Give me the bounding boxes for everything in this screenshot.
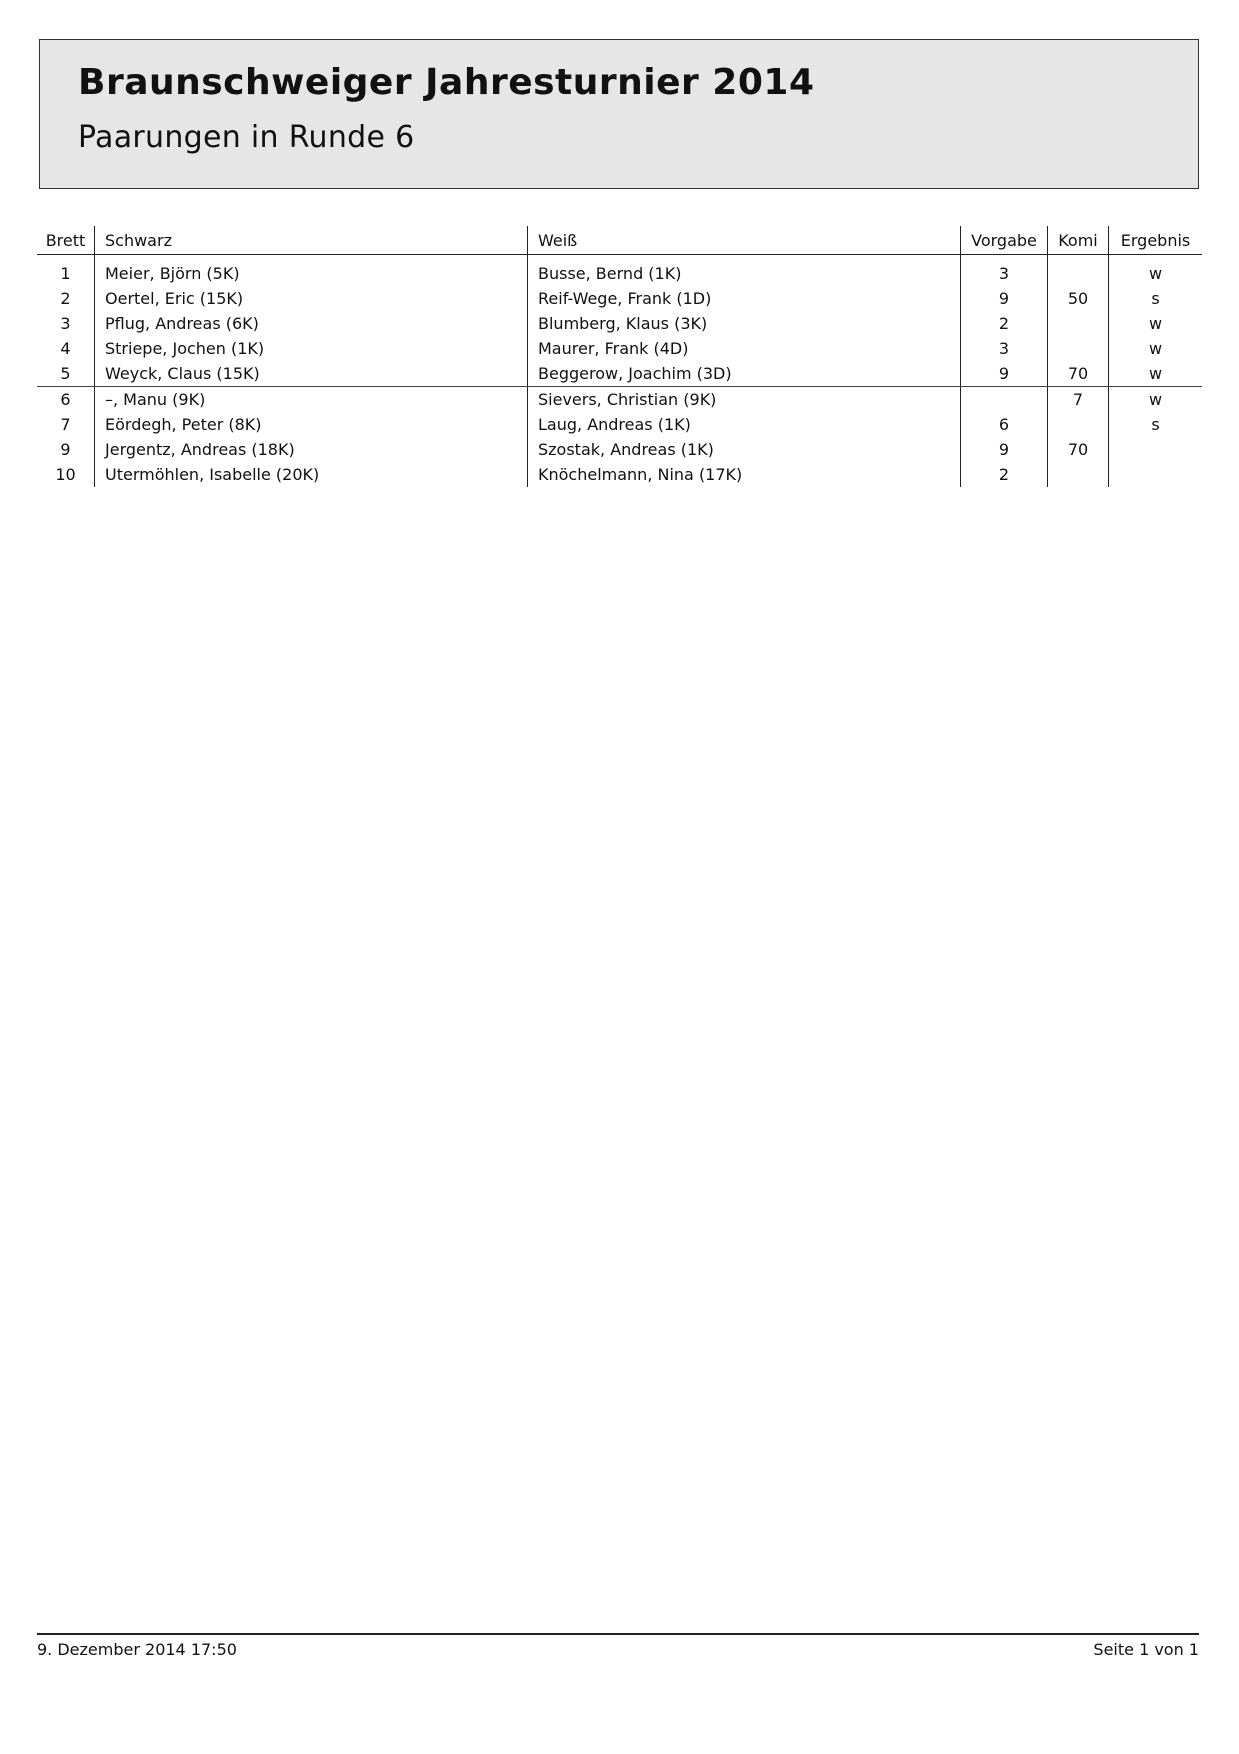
cell-komi [1048, 336, 1109, 361]
column-header-ergebnis: Ergebnis [1109, 226, 1203, 255]
table-row [37, 336, 1202, 361]
cell-schwarz: Oertel, Eric (15K) [95, 286, 528, 311]
cell-brett: 9 [60, 440, 71, 459]
cell-komi [1048, 462, 1109, 487]
cell-vorgabe: 9 [961, 361, 1048, 387]
cell-weiss: Sievers, Christian (9K) [528, 387, 961, 413]
cell-komi: 70 [1048, 361, 1109, 387]
table-row [37, 361, 1202, 387]
cell-weiss: Maurer, Frank (4D) [528, 336, 961, 361]
cell-ergebnis: w [1109, 255, 1203, 287]
page-subtitle: Paarungen in Runde 6 [78, 120, 415, 155]
cell-weiss: Szostak, Andreas (1K) [528, 437, 961, 462]
cell-schwarz: Jergentz, Andreas (18K) [95, 437, 528, 462]
table-row [37, 311, 1202, 336]
cell-komi [1048, 255, 1109, 287]
cell-ergebnis: s [1109, 286, 1203, 311]
cell-vorgabe: 3 [961, 336, 1048, 361]
cell-vorgabe: 9 [961, 286, 1048, 311]
cell-weiss: Reif-Wege, Frank (1D) [528, 286, 961, 311]
cell-vorgabe: 9 [961, 437, 1048, 462]
column-header-komi: Komi [1048, 226, 1109, 255]
cell-ergebnis: w [1109, 336, 1203, 361]
cell-vorgabe [961, 387, 1048, 413]
cell-ergebnis [1109, 437, 1203, 462]
cell-brett: 3 [60, 314, 71, 333]
cell-komi [1048, 311, 1109, 336]
cell-brett: 5 [37, 361, 95, 387]
cell-ergebnis: s [1109, 412, 1203, 437]
footer-divider [37, 1633, 1199, 1635]
cell-ergebnis: w [1109, 361, 1203, 387]
cell-ergebnis: w [1109, 311, 1203, 336]
cell-komi [1048, 412, 1109, 437]
column-header-vorgabe: Vorgabe [961, 226, 1048, 255]
cell-brett: 7 [60, 415, 71, 434]
cell-schwarz: Utermöhlen, Isabelle (20K) [95, 462, 528, 487]
column-header-brett: Brett [37, 226, 95, 255]
cell-komi: 70 [1048, 437, 1109, 462]
cell-weiss: Blumberg, Klaus (3K) [528, 311, 961, 336]
cell-weiss: Beggerow, Joachim (3D) [528, 361, 961, 387]
table-row [37, 255, 1202, 287]
table-row [37, 412, 1202, 437]
footer-date: 9. Dezember 2014 17:50 [37, 1640, 237, 1659]
table-row [37, 462, 1202, 487]
column-header-schwarz: Schwarz [95, 226, 528, 255]
cell-ergebnis [1109, 462, 1203, 487]
page-title: Braunschweiger Jahresturnier 2014 [78, 62, 815, 103]
header-box [39, 39, 1199, 189]
cell-brett: 10 [55, 465, 76, 484]
cell-schwarz: Weyck, Claus (15K) [95, 361, 528, 387]
table-row [37, 387, 1202, 413]
cell-schwarz: Striepe, Jochen (1K) [95, 336, 528, 361]
cell-komi: 7 [1048, 387, 1109, 413]
cell-vorgabe: 6 [961, 412, 1048, 437]
cell-ergebnis: w [1109, 387, 1203, 413]
cell-brett: 2 [60, 289, 71, 308]
cell-schwarz: Meier, Björn (5K) [95, 255, 528, 287]
cell-komi: 50 [1048, 286, 1109, 311]
table-row [37, 437, 1202, 462]
cell-brett: 1 [60, 264, 71, 283]
table-row [37, 286, 1202, 311]
footer-page-number: Seite 1 von 1 [1093, 1640, 1199, 1659]
cell-schwarz: Eördegh, Peter (8K) [95, 412, 528, 437]
cell-weiss: Busse, Bernd (1K) [528, 255, 961, 287]
pairings-table [37, 226, 1202, 487]
cell-schwarz: Pflug, Andreas (6K) [95, 311, 528, 336]
column-header-weiss: Weiß [528, 226, 961, 255]
cell-vorgabe: 3 [961, 255, 1048, 287]
cell-brett: 6 [60, 390, 71, 409]
table-header-row [37, 226, 1202, 255]
cell-vorgabe: 2 [961, 462, 1048, 487]
cell-weiss: Laug, Andreas (1K) [528, 412, 961, 437]
cell-schwarz: –, Manu (9K) [95, 387, 528, 413]
cell-brett: 4 [60, 339, 71, 358]
cell-weiss: Knöchelmann, Nina (17K) [528, 462, 961, 487]
cell-vorgabe: 2 [961, 311, 1048, 336]
